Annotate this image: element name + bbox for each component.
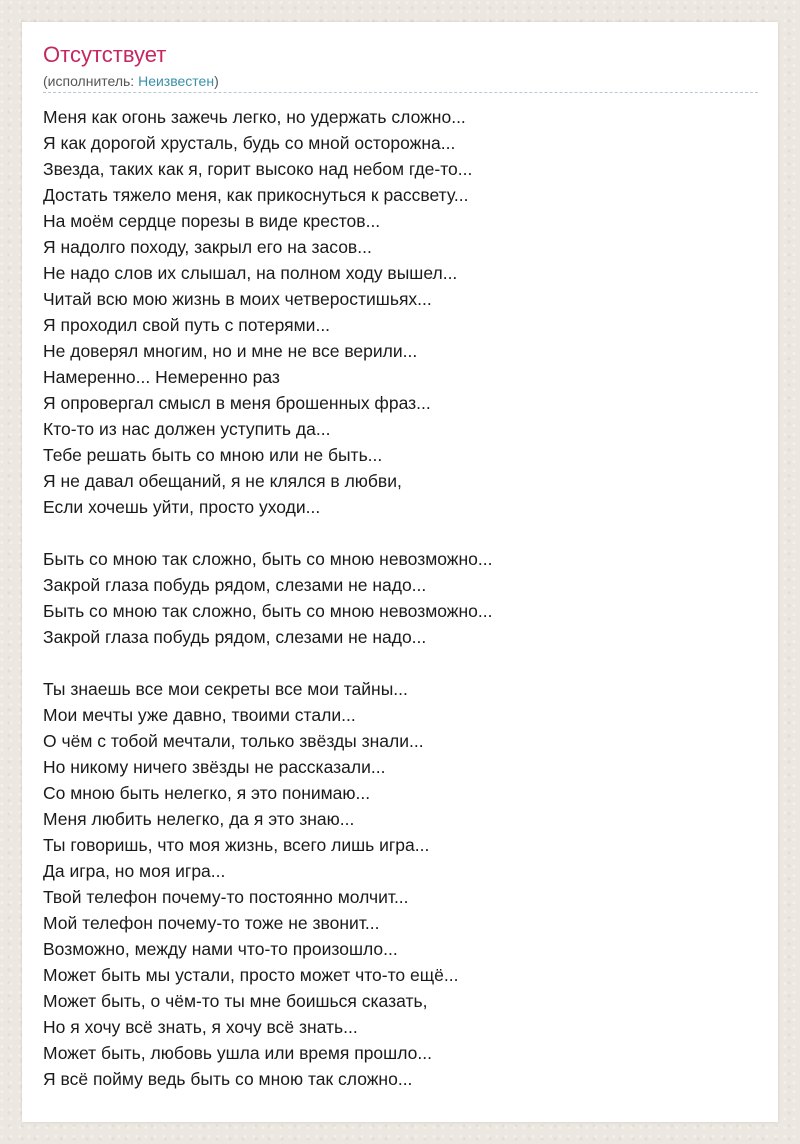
lyric-line: Ты говоришь, что моя жизнь, всего лишь игра... xyxy=(43,835,430,855)
lyric-line: Закрой глаза побудь рядом, слезами не надо... xyxy=(43,575,427,595)
lyrics-stanza xyxy=(43,676,758,1092)
lyric-line: Может быть, о чём-то ты мне боишься сказать, xyxy=(43,991,428,1011)
lyric-line: Я не давал обещаний, я не клялся в любви, xyxy=(43,471,402,491)
lyric-line: Не доверял многим, но и мне не все верили... xyxy=(43,341,418,361)
lyric-line: Меня любить нелегко, да я это знаю... xyxy=(43,809,355,829)
lyric-line: Намеренно... Немеренно раз xyxy=(43,367,280,387)
lyrics-stanza xyxy=(43,546,758,650)
artist-link[interactable]: Неизвестен xyxy=(138,73,215,89)
lyric-line: Я как дорогой хрусталь, будь со мной осторожна... xyxy=(43,133,456,153)
lyric-line: Да игра, но моя игра... xyxy=(43,861,226,881)
lyric-line: Быть со мною так сложно, быть со мною невозможно... xyxy=(43,549,493,569)
lyric-line: Тебе решать быть со мною или не быть... xyxy=(43,445,383,465)
lyric-line: Закрой глаза побудь рядом, слезами не надо... xyxy=(43,627,427,647)
artist-suffix: ) xyxy=(214,73,219,89)
lyric-line: Я всё пойму ведь быть со мною так сложно... xyxy=(43,1069,413,1089)
lyric-line: Со мною быть нелегко, я это понимаю... xyxy=(43,783,371,803)
lyric-line: Я надолго походу, закрыл его на засов... xyxy=(43,237,372,257)
lyric-line: Мой телефон почему-то тоже не звонит... xyxy=(43,913,380,933)
lyric-line: Если хочешь уйти, просто уходи... xyxy=(43,497,321,517)
lyric-line: Твой телефон почему-то постоянно молчит... xyxy=(43,887,409,907)
lyric-line: Мои мечты уже давно, твоими стали... xyxy=(43,705,356,725)
lyric-line: Ты знаешь все мои секреты все мои тайны... xyxy=(43,679,408,699)
lyric-line: Не надо слов их слышал, на полном ходу вышел... xyxy=(43,263,458,283)
lyric-line: Может быть мы устали, просто может что-то ещё... xyxy=(43,965,459,985)
song-title: Отсутствует xyxy=(43,42,167,67)
lyric-line: Может быть, любовь ушла или время прошло... xyxy=(43,1043,432,1063)
lyric-line: На моём сердце порезы в виде крестов... xyxy=(43,211,381,231)
lyrics-body xyxy=(43,104,758,1092)
lyric-line: Возможно, между нами что-то произошло... xyxy=(43,939,398,959)
lyric-line: Достать тяжело меня, как прикоснуться к рассвету... xyxy=(43,185,469,205)
lyrics-card xyxy=(22,22,778,1122)
lyric-line: Но никому ничего звёзды не рассказали... xyxy=(43,757,386,777)
lyric-line: О чём с тобой мечтали, только звёзды знали... xyxy=(43,731,424,751)
lyric-line: Звезда, таких как я, горит высоко над небом где-то... xyxy=(43,159,473,179)
lyrics-stanza xyxy=(43,104,758,520)
lyric-line: Кто-то из нас должен уступить да... xyxy=(43,419,331,439)
lyric-line: Быть со мною так сложно, быть со мною невозможно... xyxy=(43,601,493,621)
lyric-line: Я проходил свой путь с потерями... xyxy=(43,315,331,335)
lyric-line: Читай всю мою жизнь в моих четверостишьях... xyxy=(43,289,432,309)
lyric-line: Меня как огонь зажечь легко, но удержать сложно... xyxy=(43,107,466,127)
artist-line xyxy=(43,72,758,93)
artist-prefix: (исполнитель: xyxy=(43,73,139,89)
lyric-line: Но я хочу всё знать, я хочу всё знать... xyxy=(43,1017,358,1037)
lyric-line: Я опровергал смысл в меня брошенных фраз... xyxy=(43,393,431,413)
